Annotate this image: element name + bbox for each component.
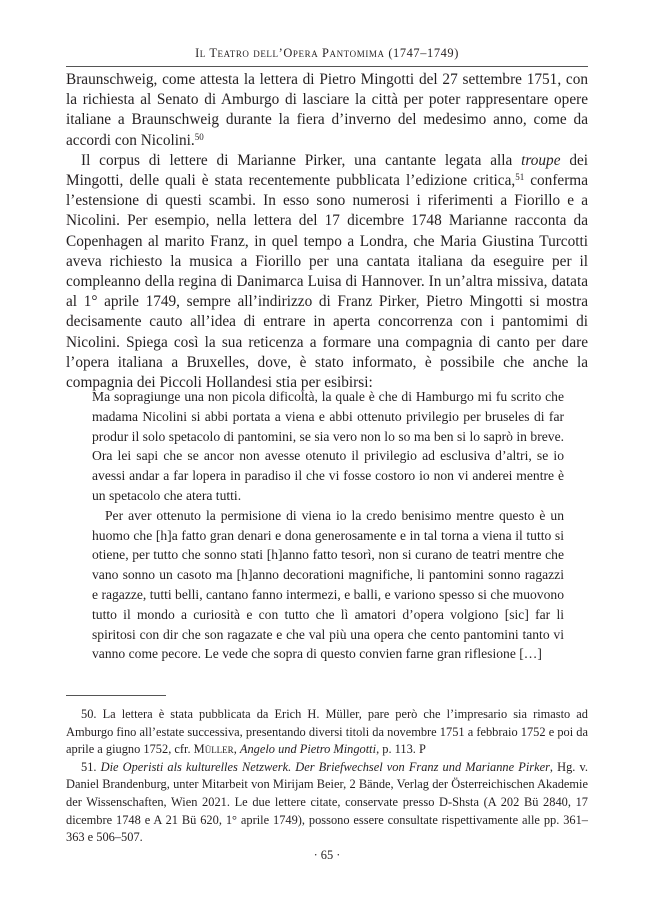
paragraph — [66, 70, 588, 151]
paragraph-text: Il corpus di lettere di Marianne Pirker, una cantante legata alla — [81, 151, 522, 169]
footnote-text: , — [233, 742, 240, 757]
footnote-ref-51[interactable]: 51 — [515, 172, 525, 183]
footnote-title: Angelo und Pietro Mingotti — [239, 742, 377, 757]
footnotes — [66, 706, 588, 847]
footnote-ref-50[interactable]: 50 — [194, 131, 204, 142]
footnote-number: 50. — [81, 707, 97, 721]
paragraph-text: conferma l’estensione di questi scambi. In esso sono numerosi i riferimenti a Fiorillo e a Nicolini. Per esempio, nella lettera del 17 dicembre 1748 Marianne racconta da Copenhagen al marito Franz, in quel tempo a Londra, che Maria Giustina Turcotti aveva richiesto la musica a Fiorillo per una cantata italiana da eseguire per il compleanno della regina di Danimarca Luisa di Hannover. In un’altra missiva, datata al 1° aprile 1749, sempre all’indirizzo di Franz Pirker, Pietro Mingotti si mostra decisamente cauto all’idea di entrare in aperta concorrenza con i pantomimi di Nicolini. Spiega così la sua reticenza a formare una compagnia di canto per dare l’opera italiana a Bruxelles, dove, è stato informato, è possibile che anche la compagnia dei Piccoli Hollandesi stia per esibirsi: — [66, 172, 588, 392]
quote-paragraph: Ma sopragiunge una non picola dificoltà, la quale è che di Hamburgo mi fu scrito che madama Nicolini si abbi portata a viena e abbi ottenuto privilegio per bruseles di far produr il solo spetacolo di pantomini, se sia vero non lo so ma ben si lo saprò in breve. Ora lei sapi che se ancor non avesse otenuto il privilegio ad esclusiva d’altri, se io avessi andar a far lopera in paradiso il che vi fosse costoro io non vi anderei mentre è un spetacolo che atera tutti. — [92, 389, 564, 503]
quote-paragraph: Per aver ottenuto la permisione di viena io la credo benisimo mentre questo è un huomo che [h]a fatto gran denari e dona generosamente e in tal torna a viena il tutto si otiene, per tutto che sonno stati [h]anno fatto tesorì, non si curano de teatri mentre che vano sonno un casoto ma [h]anno decorationi magnifiche, li pantomini sonno ragazzi e ragazze, tutti belli, cantano fanno intermezi, e balli, e variono spesso si che muovono tutto il mondo a curiosità e con tutto che lì amatori d’opera volgiono [sic] far li spiritosi con dir che son ragazate e che val più una opera che cento pantomini tanto vi vanno come pecore. Le vede che sopra di questo convien farne gran riflesione […] — [92, 507, 564, 662]
block-quote — [92, 387, 564, 664]
paragraph-text: dei Mingotti, delle quali è stata recentemente pubblicata l’edizione critica, — [66, 151, 589, 190]
footnote-title: Die Operisti als kulturelles Netzwerk. Der Briefwechsel von Franz und Marianne Pirker — [100, 759, 550, 774]
footnote-text: , Hg. v. Daniel Brandenburg, unter Mitarbeit von Mirijam Beier, 2 Bände, Verlag der Österreichischen Akademie der Wissenschaften, Wien 2021. Le due lettere citate, conservate presso D-Shsta (A 202 Bü 2840, 17 dicembre 1748 e A 21 Bü 620, 1° aprile 1749), possono essere consultate rispettivamente alle pp. 361–363 e 506–507. — [66, 759, 588, 845]
footnote-text: La lettera è stata pubblicata da Erich H. Müller, pare però che l’impresario sia rimasto ad Amburgo fino all’estate successiva, presentando diversi titoli da novembre 1751 a febbraio 1752 e poi da aprile a giugno 1752, cfr. — [66, 707, 588, 757]
main-text — [66, 70, 588, 393]
footnote-51 — [66, 759, 588, 847]
page-number: · 65 · — [313, 848, 341, 862]
paragraph-text: Braunschweig, come attesta la lettera di Pietro Mingotti del 27 settembre 1751, con la richiesta al Senato di Amburgo di lasciare la città per poter rappresentare opere italiane a Braunschweig durante la fiera d’inverno del medesimo anno, come da accordi con Nicolini. — [66, 71, 588, 149]
running-header: Il Teatro dell’Opera Pantomima (1747–1749) — [195, 46, 459, 60]
paragraph — [66, 151, 588, 393]
footnote-rule — [66, 695, 166, 696]
italic-term: troupe — [521, 151, 561, 169]
footnote-50 — [66, 706, 588, 759]
footnote-text: , p. 113. P — [376, 742, 426, 757]
header-rule — [66, 66, 588, 67]
footnote-number: 51. — [81, 759, 97, 774]
footnote-author: Müller — [193, 742, 234, 757]
